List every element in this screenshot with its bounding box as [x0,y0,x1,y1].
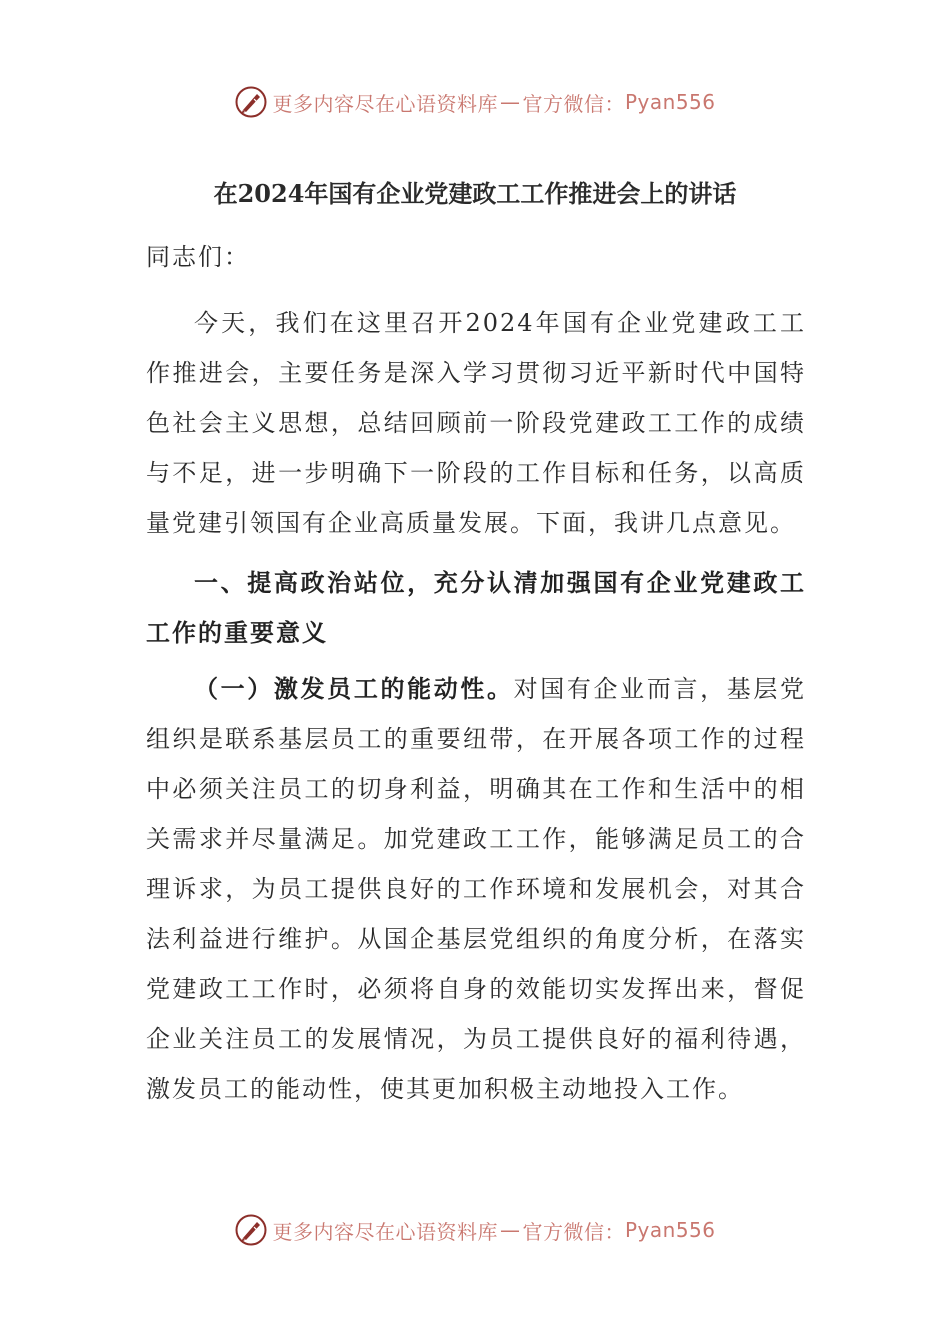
banner-text [272,1216,715,1245]
banner-slogan: 更多内容尽在心语资料库 [272,1219,498,1244]
subsection-body-1: 对国有企业而言，基层党组织是联系基层员工的重要纽带，在开展各项工作的过程中必须关注员工的切身利益，明确其在工作和生活中的相关需求并尽量满足。加党建政工工作，能够满足员工的合理诉求，为员工提供良好的工作环境和发展机会，对其合法利益进行维护。从国企基层党组织的角度分析，在落实党建政工工作时，必须将自身的效能切实发挥出来，督促企业关注员工的发展情况，为员工提供良好的福利待遇，激发员工的能动性，使其更加积极主动地投入工作。 [146,675,807,1103]
section-heading-1: 一、提高政治站位，充分认清加强国有企业党建政工工作的重要意义 [146,568,806,647]
banner-wechat-label: 官方微信： [522,91,625,116]
subsection-heading-1: （一）激发员工的能动性。 [194,674,514,703]
banner-separator: — [499,90,521,114]
banner-slogan: 更多内容尽在心语资料库 [272,91,498,116]
quill-logo-icon [234,1213,268,1247]
subsection-paragraph-1 [146,664,806,1114]
quill-logo-icon [234,85,268,119]
banner-wechat-handle: Pyan556 [624,1218,716,1242]
intro-paragraph: 今天，我们在这里召开2024年国有企业党建政工工作推进会，主要任务是深入学习贯彻习近平新时代中国特色社会主义思想，总结回顾前一阶段党建政工工作的成绩与不足，进一步明确下一阶段的工作目标和任务，以高质量党建引领国有企业高质量发展。下面，我讲几点意见。 [146,309,806,537]
header-banner [0,80,950,124]
banner-text [272,88,715,117]
document-title: 在2024年国有企业党建政工工作推进会上的讲话 [213,179,737,208]
footer-banner [0,1208,950,1252]
banner-wechat-label: 官方微信： [522,1219,625,1244]
document-body [146,232,806,1114]
banner-wechat-handle: Pyan556 [624,90,716,114]
banner-separator: — [499,1218,521,1242]
salutation: 同志们： [146,243,250,271]
